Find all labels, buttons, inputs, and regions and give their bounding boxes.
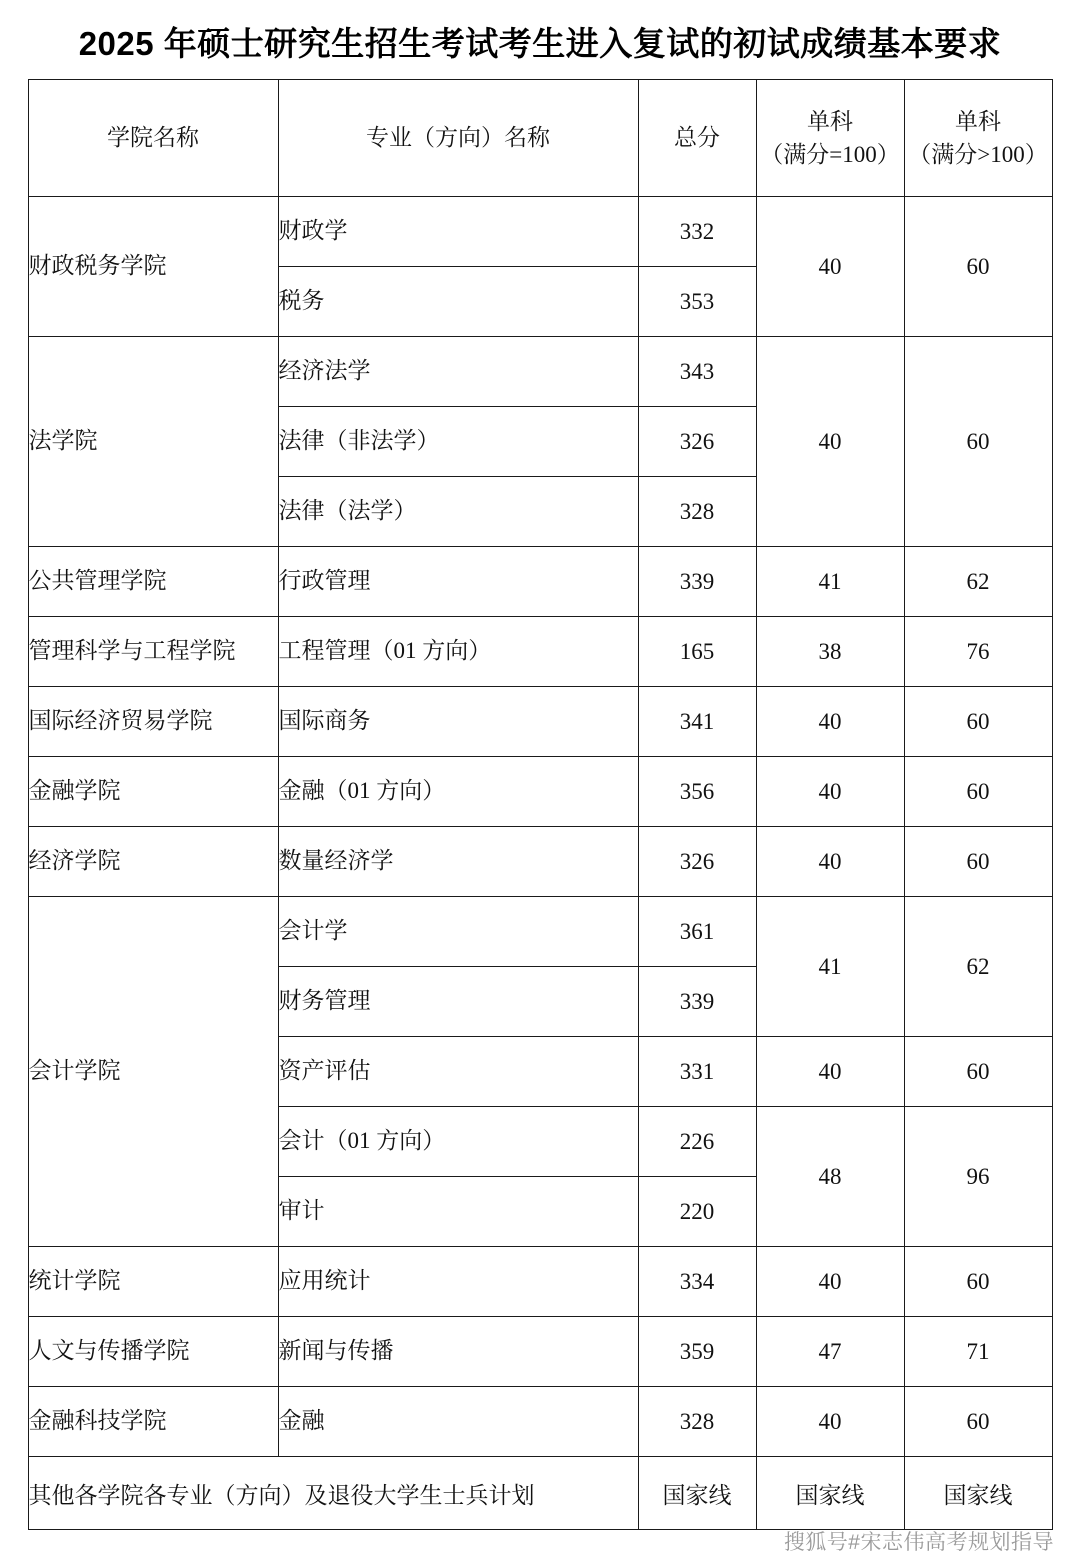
cell-major: 资产评估 bbox=[278, 1037, 638, 1107]
table-row bbox=[28, 1387, 1052, 1457]
watermark: 搜狐号#宋志伟高考规划指导 bbox=[783, 1531, 1054, 1554]
cell-single-score-over-100: 76 bbox=[904, 617, 1052, 687]
cell-major: 税务 bbox=[278, 267, 638, 337]
cell-single-score-100: 48 bbox=[756, 1107, 904, 1247]
table-row bbox=[28, 897, 1052, 967]
cell-major: 法律（法学） bbox=[278, 477, 638, 547]
table-row bbox=[28, 547, 1052, 617]
cell-single-score-over-100: 60 bbox=[904, 1247, 1052, 1317]
cell-major: 会计学 bbox=[278, 897, 638, 967]
cell-total-score: 328 bbox=[638, 1387, 756, 1457]
cell-single-score-over-100: 62 bbox=[904, 897, 1052, 1037]
cell-major: 行政管理 bbox=[278, 547, 638, 617]
cell-college: 财政税务学院 bbox=[28, 197, 278, 337]
cell-total-score: 339 bbox=[638, 547, 756, 617]
table-row bbox=[28, 337, 1052, 407]
admission-score-table bbox=[28, 79, 1053, 1530]
cell-single-score-over-100: 60 bbox=[904, 197, 1052, 337]
cell-total-score: 353 bbox=[638, 267, 756, 337]
cell-major: 新闻与传播 bbox=[278, 1317, 638, 1387]
table-footer-row bbox=[28, 1457, 1052, 1530]
cell-single-score-over-100: 60 bbox=[904, 1387, 1052, 1457]
cell-footer-single-over-100: 国家线 bbox=[904, 1457, 1052, 1530]
cell-single-score-over-100: 60 bbox=[904, 757, 1052, 827]
cell-college: 会计学院 bbox=[28, 897, 278, 1247]
cell-total-score: 165 bbox=[638, 617, 756, 687]
column-header-single-100-line1: 单科 bbox=[807, 108, 853, 134]
cell-college: 金融科技学院 bbox=[28, 1387, 278, 1457]
cell-single-score-over-100: 96 bbox=[904, 1107, 1052, 1247]
table-row bbox=[28, 757, 1052, 827]
cell-single-score-over-100: 60 bbox=[904, 1037, 1052, 1107]
cell-college: 统计学院 bbox=[28, 1247, 278, 1317]
cell-major: 数量经济学 bbox=[278, 827, 638, 897]
cell-total-score: 359 bbox=[638, 1317, 756, 1387]
cell-total-score: 334 bbox=[638, 1247, 756, 1317]
cell-total-score: 328 bbox=[638, 477, 756, 547]
cell-total-score: 341 bbox=[638, 687, 756, 757]
cell-college: 公共管理学院 bbox=[28, 547, 278, 617]
cell-footer-single-100: 国家线 bbox=[756, 1457, 904, 1530]
cell-college: 经济学院 bbox=[28, 827, 278, 897]
cell-total-score: 326 bbox=[638, 407, 756, 477]
cell-single-score-100: 40 bbox=[756, 197, 904, 337]
cell-total-score: 361 bbox=[638, 897, 756, 967]
table-body bbox=[28, 197, 1052, 1530]
cell-single-score-100: 40 bbox=[756, 337, 904, 547]
cell-single-score-over-100: 62 bbox=[904, 547, 1052, 617]
cell-single-score-100: 38 bbox=[756, 617, 904, 687]
cell-single-score-100: 40 bbox=[756, 1247, 904, 1317]
cell-single-score-over-100: 71 bbox=[904, 1317, 1052, 1387]
column-header-single-over-100 bbox=[904, 80, 1052, 197]
cell-single-score-100: 40 bbox=[756, 1037, 904, 1107]
cell-single-score-100: 41 bbox=[756, 897, 904, 1037]
cell-major: 工程管理（01 方向） bbox=[278, 617, 638, 687]
cell-major: 财务管理 bbox=[278, 967, 638, 1037]
cell-major: 金融 bbox=[278, 1387, 638, 1457]
column-header-single-100-line2: （满分=100） bbox=[760, 142, 900, 167]
cell-single-score-100: 40 bbox=[756, 687, 904, 757]
cell-total-score: 226 bbox=[638, 1107, 756, 1177]
cell-total-score: 331 bbox=[638, 1037, 756, 1107]
cell-single-score-100: 40 bbox=[756, 757, 904, 827]
column-header-major: 专业（方向）名称 bbox=[278, 80, 638, 197]
cell-college: 法学院 bbox=[28, 337, 278, 547]
cell-major: 经济法学 bbox=[278, 337, 638, 407]
cell-total-score: 339 bbox=[638, 967, 756, 1037]
cell-major: 国际商务 bbox=[278, 687, 638, 757]
table-header bbox=[28, 80, 1052, 197]
cell-total-score: 220 bbox=[638, 1177, 756, 1247]
column-header-single-100 bbox=[756, 80, 904, 197]
cell-single-score-100: 40 bbox=[756, 827, 904, 897]
table-row bbox=[28, 1247, 1052, 1317]
table-row bbox=[28, 687, 1052, 757]
cell-footer-total: 国家线 bbox=[638, 1457, 756, 1530]
cell-college: 管理科学与工程学院 bbox=[28, 617, 278, 687]
table-row bbox=[28, 1317, 1052, 1387]
cell-total-score: 343 bbox=[638, 337, 756, 407]
cell-major: 审计 bbox=[278, 1177, 638, 1247]
page-title: 2025 年硕士研究生招生考试考生进入复试的初试成绩基本要求 bbox=[78, 25, 1002, 62]
cell-footer-label: 其他各学院各专业（方向）及退役大学生士兵计划 bbox=[28, 1457, 638, 1530]
table-row bbox=[28, 617, 1052, 687]
cell-single-score-over-100: 60 bbox=[904, 337, 1052, 547]
table-header-row bbox=[28, 80, 1052, 197]
column-header-single-over-100-line2: （满分>100） bbox=[908, 142, 1048, 167]
table-row bbox=[28, 197, 1052, 267]
cell-single-score-100: 47 bbox=[756, 1317, 904, 1387]
cell-college: 人文与传播学院 bbox=[28, 1317, 278, 1387]
cell-single-score-over-100: 60 bbox=[904, 827, 1052, 897]
table-row bbox=[28, 827, 1052, 897]
column-header-college: 学院名称 bbox=[28, 80, 278, 197]
cell-total-score: 332 bbox=[638, 197, 756, 267]
cell-major: 法律（非法学） bbox=[278, 407, 638, 477]
column-header-total: 总分 bbox=[638, 80, 756, 197]
cell-total-score: 326 bbox=[638, 827, 756, 897]
cell-total-score: 356 bbox=[638, 757, 756, 827]
cell-major: 应用统计 bbox=[278, 1247, 638, 1317]
cell-major: 金融（01 方向） bbox=[278, 757, 638, 827]
cell-college: 金融学院 bbox=[28, 757, 278, 827]
cell-college: 国际经济贸易学院 bbox=[28, 687, 278, 757]
cell-single-score-100: 41 bbox=[756, 547, 904, 617]
column-header-single-over-100-line1: 单科 bbox=[955, 108, 1001, 134]
cell-single-score-over-100: 60 bbox=[904, 687, 1052, 757]
cell-single-score-100: 40 bbox=[756, 1387, 904, 1457]
cell-major: 会计（01 方向） bbox=[278, 1107, 638, 1177]
cell-major: 财政学 bbox=[278, 197, 638, 267]
